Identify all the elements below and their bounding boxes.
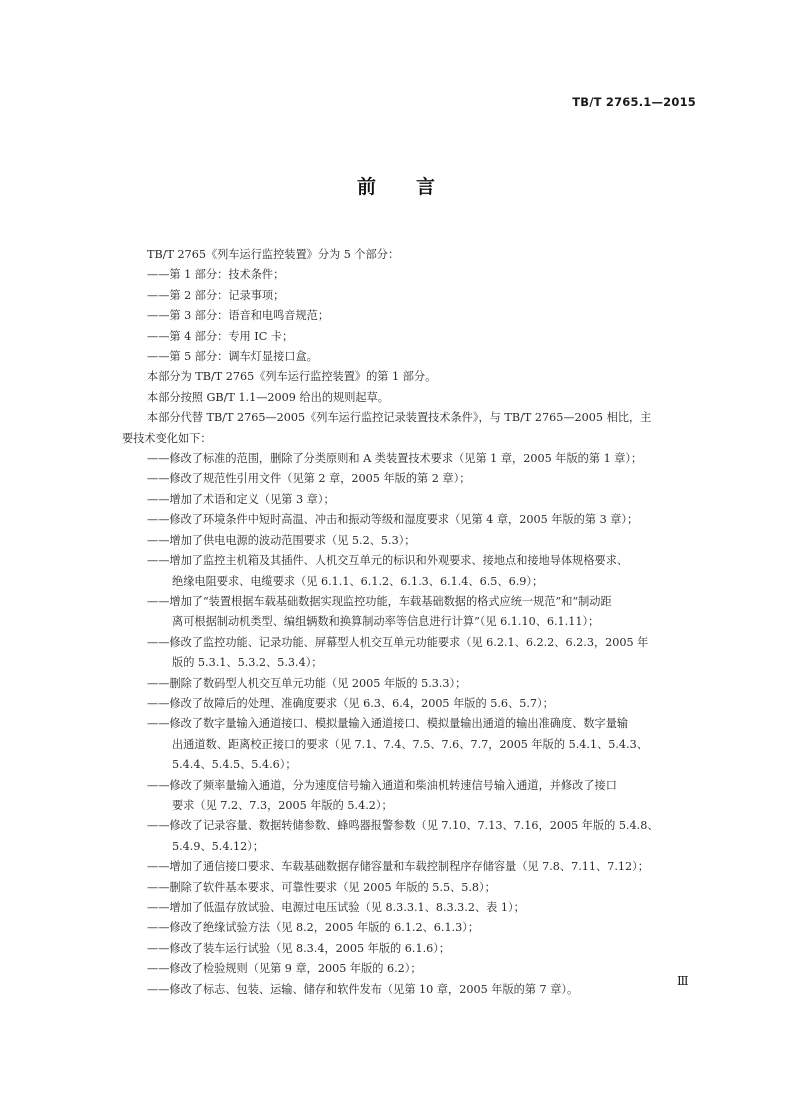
change-item-continuation: 绝缘电阻要求、电缆要求（见 6.1.1、6.1.2、6.1.3、6.1.4、6.5、6.9）； — [172, 574, 544, 588]
replace-statement-line: 本部分代替 TB/T 2765—2005《列车运行监控记录装置技术条件》，与 TB/T 2765—2005 相比，主 — [147, 411, 652, 425]
intro-line: ——第 2 部分：记录事项； — [147, 288, 285, 302]
change-item-continuation: 5.4.4、5.4.5、5.4.6）； — [172, 758, 297, 772]
change-item-continuation: 5.4.9、5.4.12）； — [172, 839, 265, 853]
change-item: ——删除了软件基本要求、可靠性要求（见 2005 年版的 5.5、5.8）； — [147, 880, 496, 894]
change-item: ——修改了绝缘试验方法（见 8.2，2005 年版的 6.1.2、6.1.3）； — [147, 921, 480, 935]
document-code: TB/T 2765.1—2015 — [572, 95, 696, 109]
intro-line: ——第 3 部分：语音和电鸣音规范； — [147, 309, 330, 323]
change-item: ——修改了标准的范围，删除了分类原则和 A 类装置技术要求（见第 1 章，2005 年版的第 1 章）； — [147, 452, 643, 466]
page-title: 前言 — [356, 176, 475, 198]
change-item: ——修改了装车运行试验（见 8.3.4，2005 年版的 6.1.6）； — [147, 941, 451, 955]
change-item: ——修改了监控功能、记录功能、屏幕型人机交互单元功能要求（见 6.2.1、6.2.2、6.2.3，2005 年 — [147, 635, 649, 649]
intro-line: ——第 1 部分：技术条件； — [147, 268, 285, 282]
change-item: ——删除了数码型人机交互单元功能（见 2005 年版的 5.3.3）； — [147, 676, 467, 690]
change-item-continuation: 出通道数、距离校正接口的要求（见 7.1、7.4、7.5、7.6、7.7，2005 年版的 5.4.1、5.4.3、 — [172, 737, 648, 751]
change-item-continuation: 要求（见 7.2、7.3，2005 年版的 5.4.2）； — [172, 798, 393, 812]
intro-line: 本部分为 TB/T 2765《列车运行监控装置》的第 1 部分。 — [147, 370, 437, 384]
change-item-continuation: 版的 5.3.1、5.3.2、5.3.4）； — [172, 656, 323, 670]
change-list — [147, 449, 695, 1000]
change-item: ——修改了频率量输入通道，分为速度信号输入通道和柴油机转速信号输入通道，并修改了接口 — [147, 778, 617, 792]
change-item: ——增加了监控主机箱及其插件、人机交互单元的标识和外观要求、接地点和接地导体规格要求、 — [147, 554, 629, 568]
page-number: Ⅲ — [677, 974, 689, 988]
foreword-body — [122, 245, 695, 1000]
change-item: ——增加了通信接口要求、车载基础数据存储容量和车载控制程序存储容量（见 7.8、7.11、7.12）； — [147, 860, 649, 874]
change-item: ——修改了环境条件中短时高温、冲击和振动等级和湿度要求（见第 4 章，2005 年版的第 3 章）； — [147, 513, 639, 527]
change-item: ——修改了故障后的处理、准确度要求（见 6.3、6.4，2005 年版的 5.6、5.7）； — [147, 696, 554, 710]
intro-line: TB/T 2765《列车运行监控装置》分为 5 个部分： — [147, 248, 400, 261]
intro-line: ——第 4 部分：专用 IC 卡； — [147, 329, 294, 343]
change-item: ——增加了“装置根据车载基础数据实现监控功能，车载基础数据的格式应统一规范”和“制动距 — [147, 594, 612, 608]
change-item: ——增加了低温存放试验、电源过电压试验（见 8.3.3.1、8.3.3.2、表 1）； — [147, 901, 525, 914]
change-item: ——修改了规范性引用文件（见第 2 章，2005 年版的第 2 章）； — [147, 472, 471, 486]
change-item: ——修改了记录容量、数据转储参数、蜂鸣器报警参数（见 7.10、7.13、7.16，2005 年版的 5.4.8、 — [147, 819, 659, 833]
change-item: ——增加了术语和定义（见第 3 章）； — [147, 492, 335, 506]
change-item: ——修改了检验规则（见第 9 章，2005 年版的 6.2）； — [147, 962, 422, 976]
replace-statement-line: 要技术变化如下： — [122, 431, 212, 445]
change-item: ——修改了数字量输入通道接口、模拟量输入通道接口、模拟量输出通道的输出准确度、数字量输 — [147, 717, 629, 731]
intro-line: ——第 5 部分：调车灯显接口盒。 — [147, 350, 318, 364]
change-item: ——修改了标志、包装、运输、储存和软件发布（见第 10 章，2005 年版的第 7 章）。 — [147, 982, 579, 996]
change-item: ——增加了供电电源的波动范围要求（见 5.2、5.3）； — [147, 533, 416, 547]
intro-line: 本部分按照 GB/T 1.1—2009 给出的规则起草。 — [147, 390, 389, 404]
change-item-continuation: 离可根据制动机类型、编组辆数和换算制动率等信息进行计算”（见 6.1.10、6.1.11）； — [172, 615, 600, 629]
